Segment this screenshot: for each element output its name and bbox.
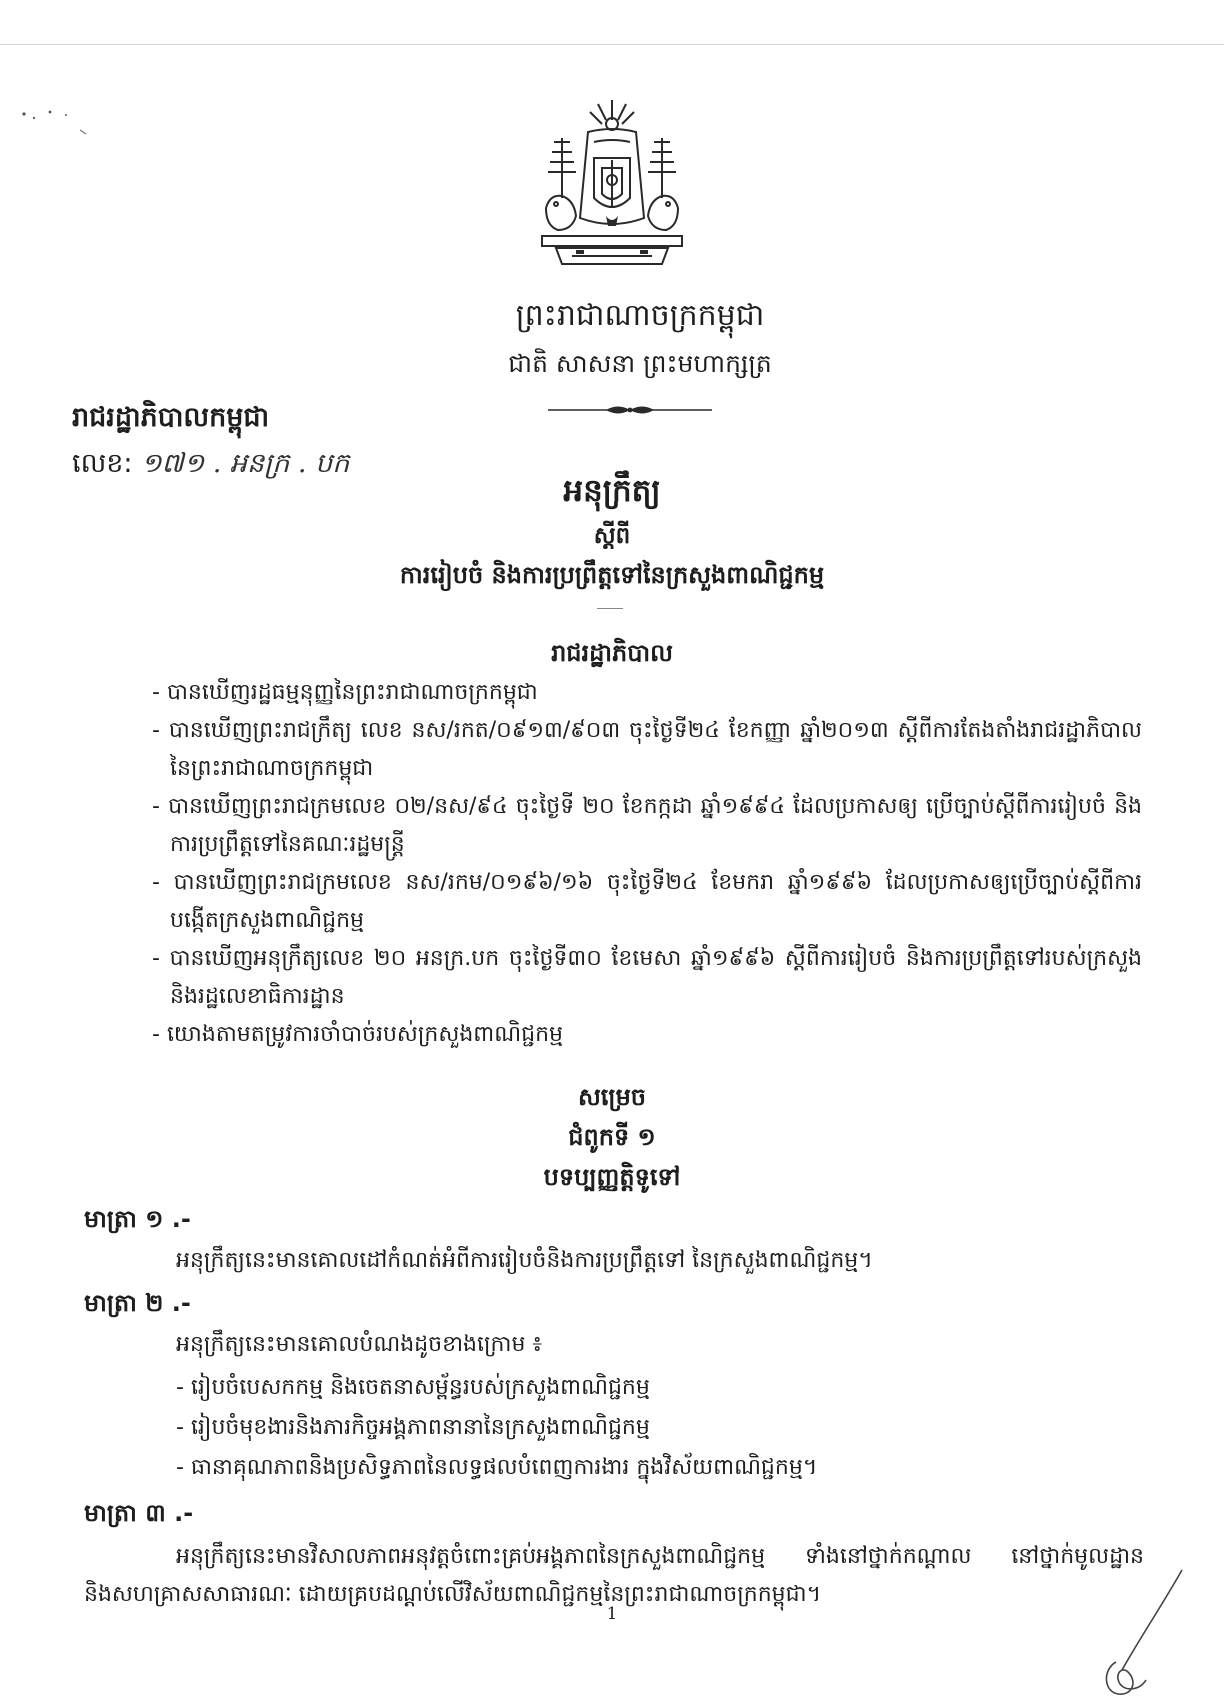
document-number-label: លេខ:: [72, 448, 133, 479]
preamble-item: - បានឃើញអនុក្រឹត្យលេខ ២០ អនក្រ.បក ចុះថ្ងៃទី៣០ ខែមេសា ឆ្នាំ១៩៩៦ ស្តីពីការរៀបចំ និងការប្រព្រឹត្តទៅរបស់ក្រសួង និងរដ្ឋលេខាធិការដ្ឋាន: [152, 940, 1142, 1016]
article-3-title: មាត្រា ៣ .-: [84, 1499, 194, 1527]
preamble-item: - បានឃើញព្រះរាជក្រមលេខ នស/រកម/០១៩៦/១៦ ចុះថ្ងៃទី២៤ ខែមករា ឆ្នាំ១៩៩៦ ដែលប្រកាសឲ្យប្រើច្បាប់ស្តីពីការបង្កើតក្រសួងពាណិជ្ជកម្ម: [152, 864, 1142, 940]
list-item: - រៀបចំបេសកកម្ម និងចេតនាសម្ព័ន្ធរបស់ក្រសួងពាណិជ្ជកម្ម: [176, 1368, 817, 1408]
article-2-list: [176, 1368, 817, 1488]
chapter-title: បទប្បញ្ញត្តិទូទៅ: [543, 1163, 681, 1191]
national-motto: ជាតិ សាសនា ព្រះមហាក្សត្រ: [508, 349, 772, 378]
chapter-number: ជំពូកទី ១: [568, 1123, 656, 1151]
document-subject: ការរៀបចំ និងការប្រព្រឹត្តទៅនៃក្រសួងពាណិជ្ជកម្ម: [399, 561, 825, 589]
preamble-item: - បានឃើញព្រះរាជក្រឹត្យ លេខ នស/រកត/០៩១៣/៩០៣ ចុះថ្ងៃទី២៤ ខែកញ្ញា ឆ្នាំ២០១៣ ស្តីពីការតែងតាំងរាជរដ្ឋាភិបាល នៃព្រះរាជាណាចក្រកម្ពុជា: [152, 712, 1142, 788]
list-item: - រៀបចំមុខងារនិងភារកិច្ចអង្គភាពនានានៃក្រសួងពាណិជ្ជកម្ម: [176, 1408, 817, 1448]
list-item: - ធានាគុណភាពនិងប្រសិទ្ធភាពនៃលទ្ធផលបំពេញការងារ ក្នុងវិស័យពាណិជ្ជកម្ម។: [176, 1448, 817, 1488]
article-3-body: អនុក្រឹត្យនេះមានវិសាលភាពអនុវត្តចំពោះគ្រប់អង្គភាពនៃក្រសួងពាណិជ្ជកម្ម ទាំងនៅថ្នាក់កណ្តាល នៅថ្នាក់មូលដ្ឋាននិងសហគ្រាសសាធារណៈ ដោយគ្របដណ្តប់លើវិស័យពាណិជ្ជកម្មនៃព្រះរាជាណាចក្រកម្ពុជា។: [84, 1544, 1144, 1607]
page-number: 1: [606, 1604, 618, 1624]
preamble-list: [152, 674, 1142, 1054]
title-separator: [597, 608, 623, 609]
kingdom-heading: ព្រះរាជាណាចក្រកម្ពុជា: [515, 298, 765, 333]
issuing-government: រាជរដ្ឋាភិបាលកម្ពុជា: [72, 402, 270, 433]
issuer-heading: រាជរដ្ឋាភិបាល: [551, 639, 673, 667]
royal-coat-of-arms-icon: [532, 98, 692, 276]
about-label: ស្តីពី: [593, 523, 631, 549]
preamble-item: - បានឃើញរដ្ឋធម្មនុញ្ញនៃព្រះរាជាណាចក្រកម្ពុជា: [152, 674, 1142, 712]
article-2-title: មាត្រា ២ .-: [84, 1289, 191, 1317]
article-1-title: មាត្រា ១ .-: [84, 1205, 191, 1233]
document-number-value: ១៧១ . អនក្រ . បក: [141, 448, 350, 479]
divider-ornament-icon: [548, 402, 712, 418]
decision-heading: សម្រេច: [577, 1083, 647, 1111]
scan-edge-line: [0, 44, 1224, 45]
document-type-title: អនុក្រឹត្យ: [563, 473, 661, 509]
handwritten-signature: [1080, 1566, 1190, 1702]
article-1-body: អនុក្រឹត្យនេះមានគោលដៅកំណត់អំពីការរៀបចំនិងការប្រព្រឹត្តទៅ នៃក្រសួងពាណិជ្ជកម្ម។: [176, 1248, 873, 1273]
scan-specks: [18, 104, 98, 154]
preamble-item: - យោងតាមតម្រូវការចាំបាច់របស់ក្រសួងពាណិជ្ជកម្ម: [152, 1016, 1142, 1054]
preamble-item: - បានឃើញព្រះរាជក្រមលេខ ០២/នស/៩៤ ចុះថ្ងៃទី ២០ ខែកក្កដា ឆ្នាំ១៩៩៤ ដែលប្រកាសឲ្យ ប្រើច្បាប់ស្តីពីការរៀបចំ និងការប្រព្រឹត្តទៅនៃគណៈរដ្ឋមន្ត្រី: [152, 788, 1142, 864]
article-2-body: អនុក្រឹត្យនេះមានគោលបំណងដូចខាងក្រោម ៖: [176, 1332, 543, 1357]
